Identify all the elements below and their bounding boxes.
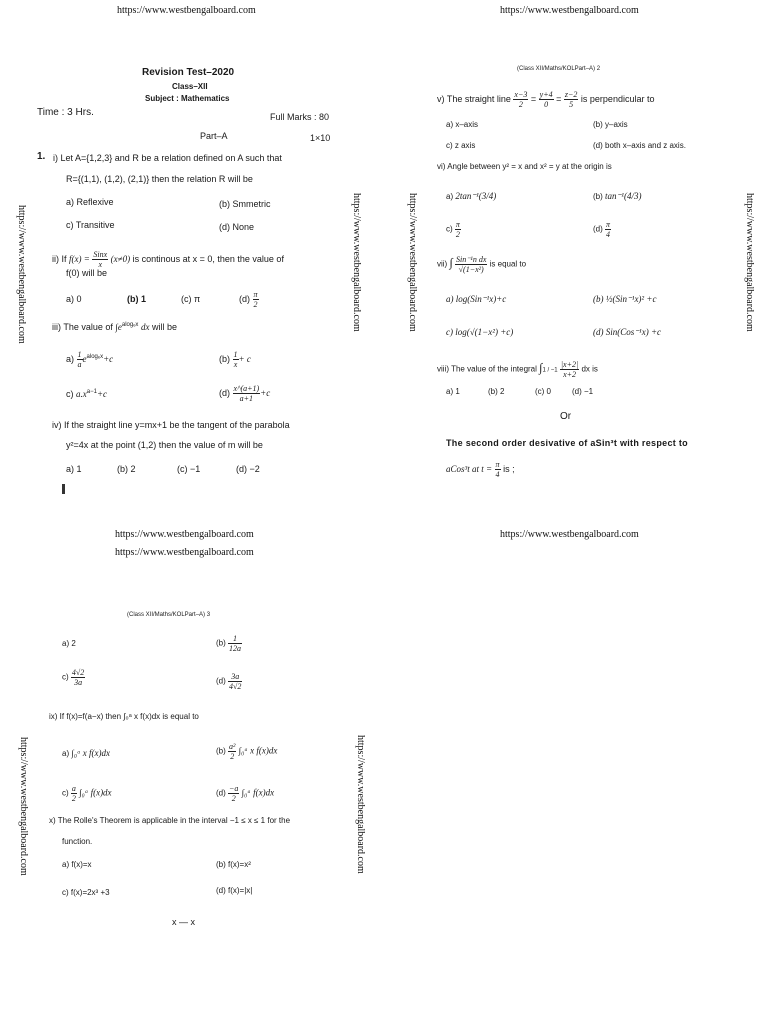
exam-title: Revision Test–2020 (142, 67, 235, 78)
header-url-left: https://www.westbengalboard.com (117, 5, 256, 16)
alt-q-prefix: aCos³t at t = (446, 463, 493, 474)
q9-option-c-den: 2 (71, 794, 76, 803)
q3-option-a-label: a) (66, 353, 75, 364)
q9-option-b (216, 742, 277, 761)
q3-prefix: iii) The value of (52, 322, 113, 332)
q9-option-d (216, 784, 274, 803)
footer-url-page2: https://www.westbengalboard.com (500, 529, 639, 540)
prev-option-b-den: 12a (229, 644, 242, 653)
q9-option-d-value: ∫₀ᵃ f(x)dx (241, 787, 275, 798)
q4-option-d: (d) −2 (236, 464, 260, 474)
q2-option-d-frac (253, 290, 259, 309)
q3-option-c-c: +c (96, 389, 108, 399)
q10-option-d: (d) f(x)=|x| (216, 886, 253, 895)
q9-option-b-label: (b) (216, 746, 226, 756)
q5-option-c: c) z axis (446, 141, 476, 150)
q2-condition: (x≠0) (110, 253, 131, 264)
q6-option-d-num: π (606, 220, 611, 229)
q4-option-a: a) 1 (66, 464, 82, 474)
q2-text-line1 (52, 250, 284, 269)
prev-option-c-frac (71, 668, 85, 687)
q6-option-c-label: c) (446, 224, 453, 234)
q5-frac-3 (564, 90, 579, 109)
q9-option-d-den: 2 (231, 794, 236, 803)
exam-full-marks: Full Marks : 80 (270, 112, 330, 122)
q3-option-c (66, 389, 107, 399)
alt-q-frac-den: 4 (495, 470, 500, 479)
q2-option-d-num: π (253, 290, 258, 299)
q8-frac-num: |x+2| (560, 360, 579, 369)
q9-option-c-label: c) (62, 788, 69, 798)
alt-question-line1: The second order desivative of aSin³t with respect to (446, 438, 688, 448)
q5-eq-1: = (530, 93, 537, 104)
q7-option-a: a) log(Sin⁻¹x)+c (446, 294, 507, 304)
q6-option-d-label: (d) (593, 224, 603, 234)
q2-fraction-num: Sinx (93, 250, 108, 259)
q9-option-d-frac (228, 784, 239, 803)
q3-option-d-num: x^(a+1) (233, 384, 260, 393)
q7-suffix: is equal to (489, 259, 527, 269)
exam-subject: Subject : Mathematics (145, 94, 230, 103)
q3-option-b (219, 350, 251, 369)
q2-option-d-den: 2 (253, 300, 258, 309)
q3-option-b-den: x (233, 360, 238, 369)
q9-option-b-value: ∫₀ᵃ x f(x)dx (238, 745, 278, 756)
q1-text-line1: i) Let A={1,2,3} and R be a relation defined on A such that (53, 153, 282, 163)
q5-frac-1-num: x−3 (514, 90, 528, 99)
q8-suffix: dx is (581, 364, 598, 374)
q5-frac-2-den: 0 (544, 100, 549, 109)
exam-time: Time : 3 Hrs. (37, 107, 94, 118)
q9-option-a (62, 748, 110, 758)
alt-question-line2 (446, 460, 515, 479)
q7-prefix: vii) (437, 259, 448, 269)
q1-option-b: (b) Smmetric (219, 199, 271, 209)
q3-option-a-num: 1 (77, 350, 82, 359)
q3-option-b-label: (b) (219, 353, 230, 364)
q5-frac-3-num: z−2 (564, 90, 578, 99)
q6-option-d (593, 220, 611, 239)
q9-option-b-frac (228, 742, 236, 761)
q9-option-c-num: a (71, 784, 76, 793)
q3-exponent: alogₑx (121, 322, 139, 328)
q3-option-a-e: e (82, 353, 87, 364)
q9-option-d-label: (d) (216, 788, 226, 798)
q3-option-b-num: 1 (233, 350, 238, 359)
side-url-3: https://www.westbengalboard.com (407, 193, 418, 332)
prev-option-d (216, 672, 242, 691)
prev-option-d-den: 4√2 (229, 682, 242, 691)
prev-option-c (62, 668, 85, 687)
alt-q-suffix: is ; (503, 463, 515, 474)
side-url-4: https://www.westbengalboard.com (744, 193, 755, 332)
q1-option-d: (d) None (219, 222, 255, 232)
prev-option-b-num: 1 (228, 634, 242, 644)
q7-integral-sign: ∫ (449, 255, 453, 270)
q7-text (437, 255, 526, 274)
q3-text (52, 322, 177, 332)
q8-frac (560, 360, 579, 379)
q6-option-c-num: π (455, 220, 460, 229)
q5-prefix: v) The straight line (437, 93, 511, 104)
q8-option-c: (c) 0 (535, 387, 551, 396)
q8-option-b: (b) 2 (488, 387, 505, 396)
q7-option-d: (d) Sin(Cos⁻¹x) +c (593, 327, 662, 337)
q5-text (437, 90, 654, 109)
q3-option-a-den: a (77, 360, 82, 369)
q9-option-d-num: −a (229, 784, 239, 793)
q6-option-b (593, 191, 641, 202)
alt-q-frac-num: π (495, 460, 500, 469)
header-url-right: https://www.westbengalboard.com (500, 5, 639, 16)
q1-option-a: a) Reflexive (66, 197, 114, 207)
q7-option-c: c) log(√(1−x²) +c) (446, 327, 514, 337)
q6-option-a (446, 191, 496, 202)
prev-option-d-num: 3a (228, 672, 242, 682)
page-2-header: (Class XII/Maths/KOLPart–A) 2 (517, 66, 601, 72)
footer-url-page1: https://www.westbengalboard.com (115, 529, 254, 540)
q3-suffix: will be (151, 322, 177, 332)
q2-option-b: (b) 1 (127, 294, 146, 304)
q5-option-d: (d) both x–axis and z axis. (593, 141, 686, 150)
q3-option-c-base: a.x (76, 389, 87, 399)
q3-option-c-exp: a−1 (86, 389, 97, 395)
side-url-1: https://www.westbengalboard.com (16, 205, 27, 344)
prev-option-c-label: c) (62, 672, 69, 682)
q9-option-a-label: a) (62, 749, 70, 758)
q5-eq-2: = (556, 93, 562, 104)
q2-option-a: a) 0 (66, 294, 82, 304)
q6-option-a-value: 2tan⁻¹(3/4) (455, 191, 497, 201)
prev-option-b (216, 634, 242, 653)
q8-option-a: a) 1 (446, 387, 460, 396)
q6-option-c-den: 2 (455, 230, 460, 239)
alt-q-frac (495, 460, 501, 479)
q2-suffix: is continous at x = 0, then the value of (132, 253, 284, 264)
q2-fraction (92, 250, 108, 269)
part-label: Part–A (200, 131, 228, 141)
q6-option-b-value: tan⁻¹(4/3) (605, 191, 642, 201)
q6-option-a-label: a) (446, 192, 454, 201)
prev-option-c-den: 3a (74, 678, 83, 687)
q7-frac-den: √(1−x²) (458, 265, 484, 274)
side-url-2: https://www.westbengalboard.com (351, 193, 362, 332)
q9-option-c-frac (71, 784, 77, 803)
q3-integral: ∫e (115, 322, 122, 332)
q6-option-c (446, 220, 461, 239)
q2-function: f(x) = (69, 253, 90, 264)
q2-fraction-den: x (98, 260, 103, 269)
q8-text (437, 360, 598, 379)
q6-text: vi) Angle between y² = x and x² = y at the origin is (437, 162, 612, 171)
q9-text: ix) If f(x)=f(a−x) then ∫₀ᵃ x f(x)dx is equal to (49, 712, 199, 721)
q1-option-c: c) Transitive (66, 220, 115, 230)
q2-option-d-label: (d) (239, 293, 250, 304)
q2-prefix: ii) If (52, 253, 67, 264)
q5-frac-2-num: y+4 (539, 90, 553, 99)
q2-option-c: (c) π (181, 294, 201, 304)
prev-option-b-frac (228, 634, 242, 653)
q8-option-d: (d) −1 (572, 387, 594, 396)
q3-option-a-exp: alogₑx (86, 353, 104, 360)
q3-option-d-den: a+1 (239, 394, 254, 403)
q3-option-d-frac (233, 384, 261, 403)
q4-text-line2: y²=4x at the point (1,2) then the value of m will be (66, 440, 263, 450)
q3-option-b-c: + c (238, 353, 251, 364)
q3-option-c-label: c) (66, 389, 74, 399)
or-label: Or (560, 411, 572, 422)
q6-option-d-frac (605, 220, 611, 239)
q9-option-c-value: ∫₀ᵃ f(x)dx (79, 787, 112, 798)
q2-text-line2: f(0) will be (66, 268, 108, 278)
q3-option-a (66, 350, 113, 369)
q8-integral-sign: ∫ (539, 360, 543, 375)
q3-option-a-c: +c (103, 353, 114, 364)
side-url-6: https://www.westbengalboard.com (355, 735, 366, 874)
prev-option-c-num: 4√2 (71, 668, 85, 677)
part-marks: 1×10 (310, 133, 331, 143)
q2-option-d (239, 290, 259, 309)
q6-option-d-den: 4 (606, 230, 611, 239)
q5-frac-1 (513, 90, 528, 109)
q3-option-d-c: +c (260, 387, 271, 398)
q7-option-b: (b) ½(Sin⁻¹x)² +c (593, 294, 657, 304)
prev-option-b-label: (b) (216, 638, 226, 648)
q8-prefix: viii) The value of the integral (437, 364, 537, 374)
scan-mark (62, 484, 65, 494)
q5-frac-2 (539, 90, 554, 109)
q4-text-line1: iv) If the straight line y=mx+1 be the tangent of the parabola (52, 420, 290, 430)
exam-class: Class–XII (172, 82, 208, 91)
q5-option-b: (b) y–axis (593, 120, 628, 129)
q9-option-c (62, 784, 112, 803)
q5-suffix: is perpendicular to (580, 93, 655, 104)
side-url-5: https://www.westbengalboard.com (18, 737, 29, 876)
q7-frac (455, 255, 487, 274)
q10-text-line1: x) The Rolle's Theorem is applicable in the interval −1 ≤ x ≤ 1 for the (49, 816, 291, 825)
question-number-1: 1. (37, 151, 46, 162)
q3-option-d-label: (d) (219, 387, 230, 398)
q10-option-c: c) f(x)=2x³ +3 (62, 888, 110, 897)
q4-option-b: (b) 2 (117, 464, 136, 474)
q8-limits: 1 / −1 (542, 367, 558, 374)
q1-text-line2: R={(1,1), (1,2), (2,1)} then the relation R will be (66, 174, 253, 184)
q6-option-c-frac (455, 220, 461, 239)
q9-option-b-den: 2 (230, 752, 235, 761)
q10-option-b: (b) f(x)=x² (216, 860, 251, 869)
q3-dx: dx (140, 322, 150, 332)
q10-text-line2: function. (62, 837, 93, 846)
q10-option-a: a) f(x)=x (62, 860, 92, 869)
q3-option-d (219, 384, 270, 403)
header-url-page3: https://www.westbengalboard.com (115, 547, 254, 558)
q5-frac-3-den: 5 (569, 100, 574, 109)
prev-option-a: a) 2 (62, 639, 76, 648)
end-marker: x — x (172, 917, 196, 927)
q6-option-b-label: (b) (593, 192, 603, 201)
q9-option-a-value: ∫₀ᵃ x f(x)dx (71, 748, 111, 758)
prev-option-d-frac (228, 672, 242, 691)
q4-option-c: (c) −1 (177, 464, 201, 474)
q8-frac-den: x+2 (563, 370, 577, 379)
q5-option-a: a) x–axis (446, 120, 479, 129)
q5-frac-1-den: 2 (518, 100, 523, 109)
q9-option-b-num: a² (229, 742, 236, 751)
page-3-header: (Class XII/Maths/KOLPart–A) 3 (127, 612, 211, 618)
prev-option-d-label: (d) (216, 676, 226, 686)
q7-frac-num: Sin⁻¹n dx (455, 255, 487, 264)
